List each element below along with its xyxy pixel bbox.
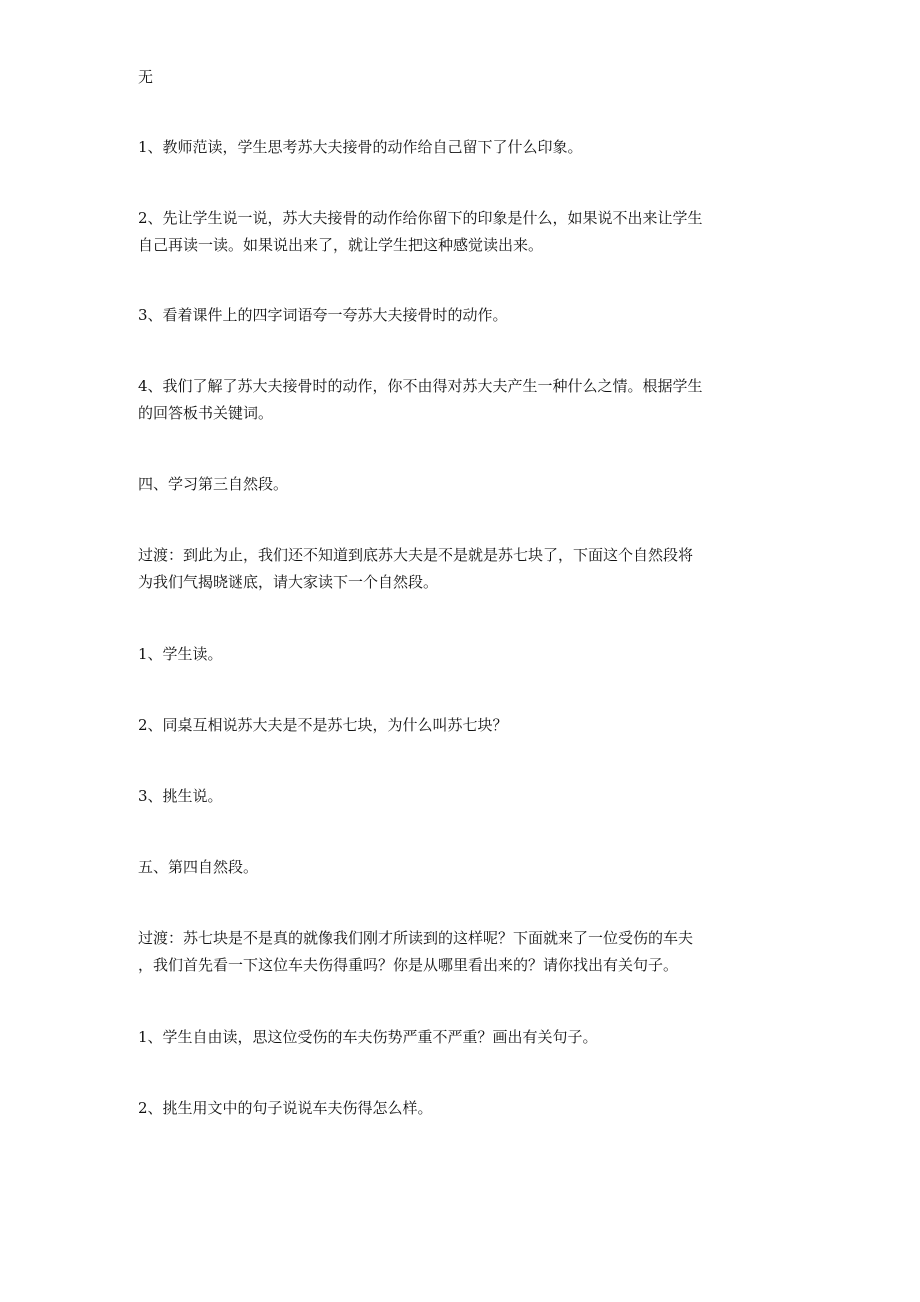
section-heading-five	[138, 854, 788, 881]
paragraph-step-4	[138, 373, 788, 427]
text-line: 2、挑生用文中的句子说说车夫伤得怎么样。	[138, 1099, 433, 1117]
text-line: 3、挑生说。	[138, 787, 223, 805]
paragraph-step-2	[138, 205, 788, 259]
text-line: 2、同桌互相说苏大夫是不是苏七块，为什么叫苏七块？	[138, 716, 508, 734]
text-line: 4、我们了解了苏大夫接骨时的动作，你不由得对苏大夫产生一种什么之情。根据学生	[138, 377, 703, 395]
text-line: 1、学生读。	[138, 645, 223, 663]
paragraph-discuss	[138, 712, 788, 739]
paragraph-free-read	[138, 1024, 788, 1051]
paragraph-pick-student	[138, 783, 788, 810]
text-line: 四、学习第三自然段。	[138, 475, 289, 493]
text-line: 为我们气揭晓谜底，请大家读下一个自然段。	[138, 573, 439, 591]
text-line: 五、第四自然段。	[138, 858, 259, 876]
text-line: 的回答板书关键词。	[138, 404, 274, 422]
text-line: 过渡：苏七块是不是真的就像我们刚才所读到的这样呢？下面就来了一位受伤的车夫	[138, 929, 694, 947]
text-line: 2、先让学生说一说，苏大夫接骨的动作给你留下的印象是什么，如果说不出来让学生	[138, 209, 703, 227]
paragraph-none	[138, 64, 788, 91]
paragraph-transition-1	[138, 542, 788, 596]
paragraph-step-3	[138, 302, 788, 329]
text-line: 过渡：到此为止，我们还不知道到底苏大夫是不是就是苏七块了，下面这个自然段将	[138, 546, 694, 564]
text-line: 1、学生自由读，思这位受伤的车夫伤势严重不严重？画出有关句子。	[138, 1028, 598, 1046]
paragraph-step-1	[138, 134, 788, 161]
text-line: 1、教师范读，学生思考苏大夫接骨的动作给自己留下了什么印象。	[138, 138, 583, 156]
paragraph-read	[138, 641, 788, 668]
paragraph-transition-2	[138, 925, 788, 979]
text-line: 无	[138, 68, 154, 86]
text-line: ，我们首先看一下这位车夫伤得重吗？你是从哪里看出来的？请你找出有关句子。	[138, 956, 679, 974]
text-line: 3、看着课件上的四字词语夸一夸苏大夫接骨时的动作。	[138, 306, 508, 324]
paragraph-retell	[138, 1095, 788, 1122]
text-line: 自己再读一读。如果说出来了，就让学生把这种感觉读出来。	[138, 236, 544, 254]
section-heading-four	[138, 471, 788, 498]
